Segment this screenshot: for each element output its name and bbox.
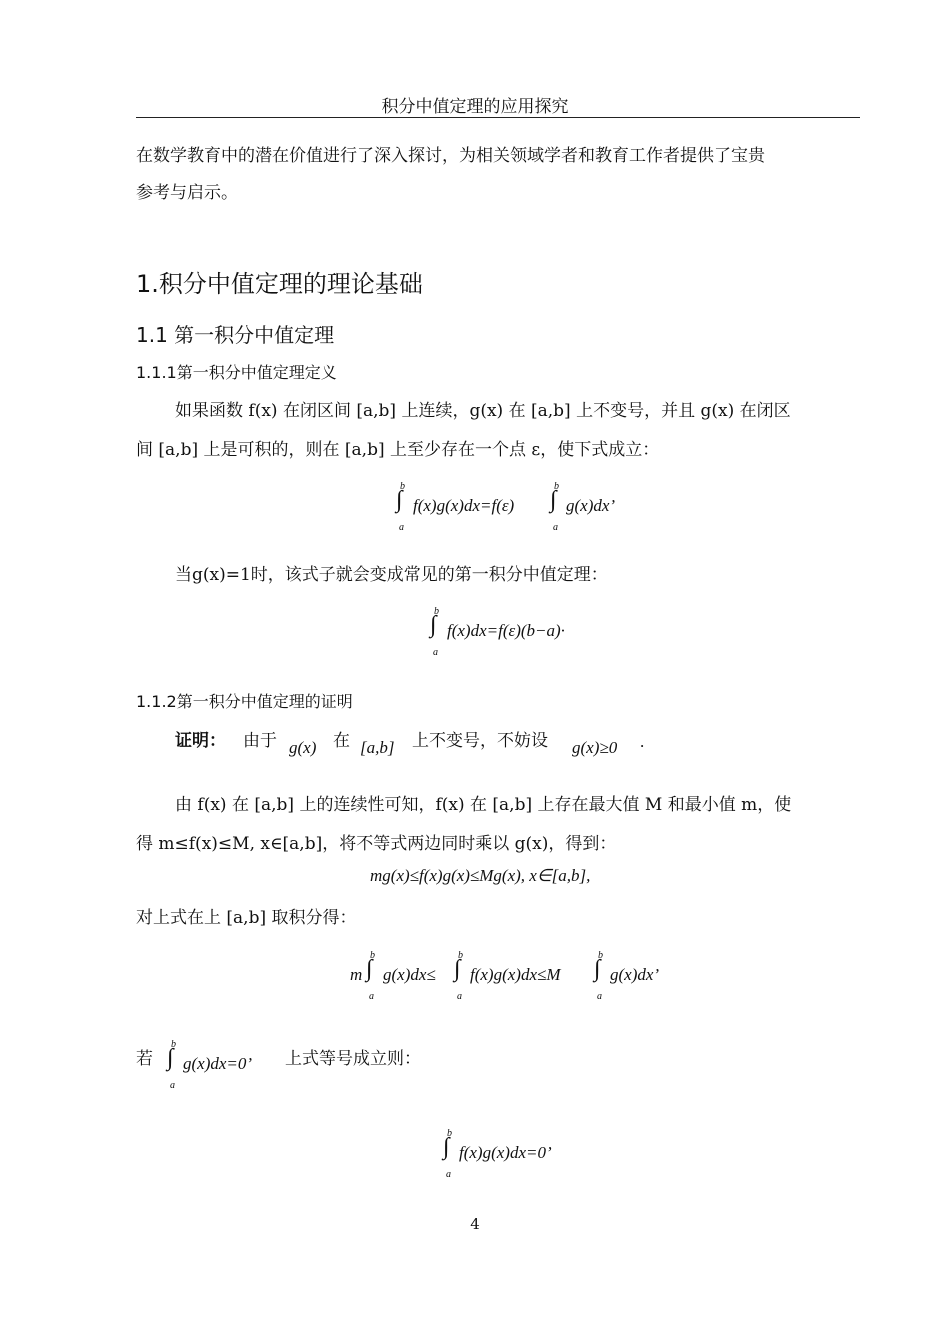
definition-line-2: 间 [a,b] 上是可积的，则在 [a,b] 上至少存在一个点 ε，使下式成立：: [136, 440, 660, 460]
proof-para-line-1: 由 f(x) 在 [a,b] 上的连续性可知，f(x) 在 [a,b] 上存在最大值 M 和最小值 m，使: [175, 795, 792, 815]
proof-text-1: 由于: [243, 731, 277, 751]
eq1-upper-limit-2: b: [554, 481, 559, 492]
proof-condition: g(x)≥0: [572, 738, 618, 757]
if-integral-sign: ∫: [167, 1045, 174, 1071]
eq5-integral-sign: ∫: [443, 1134, 450, 1160]
eq4-lower-limit-1: a: [369, 991, 374, 1002]
running-header: 积分中值定理的应用探究: [381, 97, 569, 117]
section-1-1-1-heading: 1.1.1第一积分中值定理定义: [136, 363, 337, 382]
header-rule: [136, 117, 860, 118]
proof-g: g(x): [289, 738, 317, 757]
eq2-upper-limit: b: [434, 606, 439, 617]
eq1-integral-sign: ∫: [396, 487, 403, 513]
eq1-lower-limit-2: a: [553, 522, 558, 533]
eq1-upper-limit: b: [400, 481, 405, 492]
proof-interval: [a,b]: [360, 738, 395, 757]
eq2-lower-limit: a: [433, 647, 438, 658]
eq5-body: f(x)g(x)dx=0’: [459, 1143, 552, 1162]
page-number: 4: [470, 1215, 480, 1233]
proof-label: 证明：: [175, 731, 226, 751]
section-1-1-2-heading: 1.1.2第一积分中值定理的证明: [136, 692, 353, 711]
if-equation: g(x)dx=0’: [183, 1054, 253, 1073]
equation-3: mg(x)≤f(x)g(x)≤Mg(x), x∈[a,b],: [370, 866, 591, 885]
integrate-line: 对上式在上 [a,b] 取积分得：: [136, 908, 357, 928]
eq2-integral-sign: ∫: [430, 612, 437, 638]
eq4-integral-sign-2: ∫: [454, 956, 461, 982]
intro-line-1: 在数学教育中的潜在价值进行了深入探讨，为相关领域学者和教育工作者提供了宝贵: [136, 146, 765, 166]
if-upper-limit: b: [171, 1039, 176, 1050]
eq4-integral-sign-3: ∫: [594, 956, 601, 982]
eq4-upper-limit-2: b: [458, 950, 463, 961]
eq4-lower-limit-3: a: [597, 991, 602, 1002]
special-case-line: 当g(x)=1时，该式子就会变成常见的第一积分中值定理：: [175, 565, 608, 585]
eq4-part-4: g(x)dx’: [610, 965, 660, 984]
eq5-upper-limit: b: [447, 1128, 452, 1139]
eq4-part-2: g(x)dx≤: [383, 965, 436, 984]
eq2-body: f(x)dx=f(ε)(b−a)·: [447, 621, 565, 640]
proof-text-3: 上不变号，不妨设: [412, 731, 548, 751]
eq1-lower-limit: a: [399, 522, 404, 533]
proof-dot: .: [640, 732, 645, 751]
if-label: 若: [136, 1049, 153, 1069]
eq4-part-1: m: [350, 965, 363, 984]
section-1-heading: 1.积分中值定理的理论基础: [136, 270, 423, 298]
eq4-upper-limit-1: b: [370, 950, 375, 961]
eq4-part-3: f(x)g(x)dx≤M: [470, 965, 561, 984]
eq4-integral-sign-1: ∫: [366, 956, 373, 982]
if-text: 上式等号成立则：: [285, 1049, 421, 1069]
eq5-lower-limit: a: [446, 1169, 451, 1180]
eq1-integral-sign-2: ∫: [550, 487, 557, 513]
definition-line-1: 如果函数 f(x) 在闭区间 [a,b] 上连续，g(x) 在 [a,b] 上不变号，并且 g(x) 在闭区: [175, 401, 791, 421]
proof-para-line-2: 得 m≤f(x)≤M, x∈[a,b]，将不等式两边同时乘以 g(x)，得到：: [136, 834, 617, 854]
eq4-lower-limit-2: a: [457, 991, 462, 1002]
eq4-upper-limit-3: b: [598, 950, 603, 961]
eq1-right: g(x)dx’: [566, 496, 616, 515]
proof-text-2: 在: [333, 731, 350, 751]
eq1-left: f(x)g(x)dx=f(ε): [413, 496, 515, 515]
intro-line-2: 参考与启示。: [136, 183, 238, 203]
section-1-1-heading: 1.1 第一积分中值定理: [136, 323, 335, 347]
if-lower-limit: a: [170, 1080, 175, 1091]
